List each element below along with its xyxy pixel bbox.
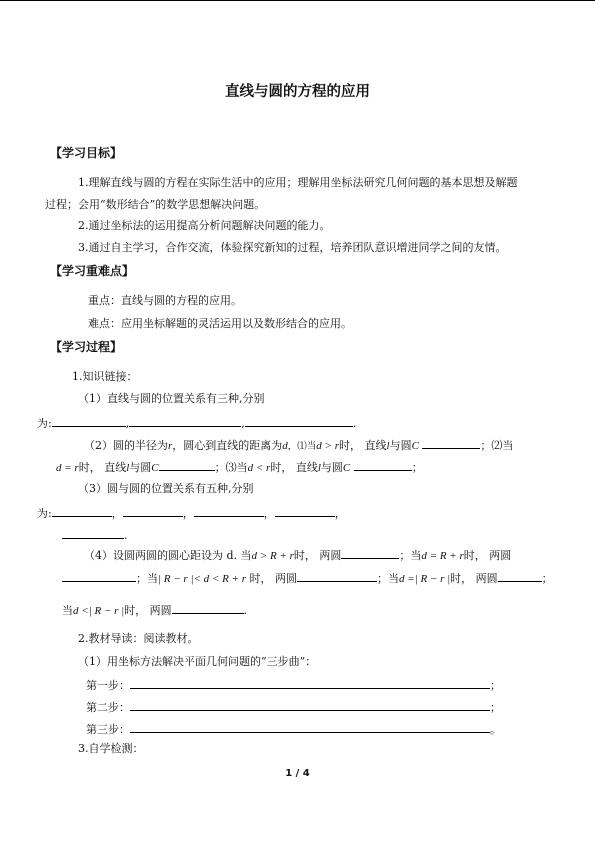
- goal-1-line-1: 1.理解直线与圆的方程在实际生活中的应用；理解用坐标法研究几何问题的基本思想及解题: [78, 176, 518, 189]
- header-rule: [0, 0, 595, 1]
- answer-blank[interactable]: [62, 527, 124, 539]
- answer-blank[interactable]: [130, 699, 490, 711]
- answer-blank[interactable]: [245, 415, 353, 427]
- page-title: 直线与圆的方程的应用: [225, 84, 370, 100]
- question-5: （1）用坐标方法解决平面几何问题的“三步曲”：: [78, 655, 317, 668]
- answer-blank[interactable]: [52, 505, 112, 517]
- step-2: 第二步： ；: [86, 701, 501, 714]
- key-point: 重点：直线与圆的方程的应用。: [88, 294, 242, 307]
- difficult-point: 难点：应用坐标解题的灵活运用以及数形结合的应用。: [88, 317, 352, 330]
- section-heading-keypoints: 【学习重难点】: [50, 264, 135, 278]
- step-3: 第三步： 。: [86, 723, 501, 736]
- question-3: （3）圆与圆的位置关系有五种,分别: [78, 482, 254, 495]
- prefix-text: 为:: [37, 417, 52, 430]
- answer-blank[interactable]: [159, 459, 215, 471]
- question-1: （1）直线与圆的位置关系有三种,分别: [78, 392, 265, 405]
- answer-blank[interactable]: [498, 570, 542, 582]
- question-3-last-blank: .: [62, 527, 128, 543]
- answer-blank[interactable]: [172, 602, 244, 614]
- goal-1-line-2: 过程；会用“数形结合”的数学思想解决问题。: [45, 198, 266, 211]
- answer-blank[interactable]: [52, 415, 126, 427]
- answer-blank[interactable]: [129, 415, 241, 427]
- answer-blank[interactable]: [354, 459, 412, 471]
- answer-blank[interactable]: [130, 677, 490, 689]
- section-heading-goals: 【学习目标】: [50, 146, 123, 160]
- self-check: 3.自学检测：: [78, 742, 144, 755]
- question-4-line-1: （4）设圆两圆的圆心距设为 d. 当d > R + r时， 两圆 ；当d = R + r时， 两圆: [84, 549, 512, 562]
- question-1-blanks: 为: , , .: [37, 417, 357, 430]
- question-4-line-2: ；当| R − r |< d < R + r 时， 两圆 ；当d =| R − r |时， 两圆 ；: [62, 570, 553, 586]
- answer-blank[interactable]: [62, 570, 136, 582]
- answer-blank[interactable]: [123, 505, 183, 517]
- section-heading-process: 【学习过程】: [50, 340, 123, 354]
- step-1: 第一步： ；: [86, 679, 501, 692]
- knowledge-link: 1.知识链接：: [72, 370, 138, 383]
- page-number: 1 / 4: [285, 768, 310, 779]
- answer-blank[interactable]: [275, 505, 335, 517]
- question-4-line-3: 当d <| R − r |时， 两圆 .: [62, 604, 248, 617]
- question-2-line-1: （2）圆的半径为r，圆心到直线的距离为d，⑴当d > r时， 直线l与圆C ；⑵当: [84, 439, 514, 452]
- answer-blank[interactable]: [297, 570, 377, 582]
- question-3-blanks: 为: ， ， ， ，: [37, 507, 346, 520]
- answer-blank[interactable]: [341, 547, 399, 559]
- textbook-guide: 2.教材导读：阅读教材。: [78, 632, 199, 645]
- question-2-line-2: d = r时， 直线l与圆C ；⑶当d < r时， 直线l与圆C ；: [56, 461, 423, 474]
- answer-blank[interactable]: [194, 505, 264, 517]
- goal-2: 2.通过坐标法的运用提高分析问题解决问题的能力。: [78, 219, 331, 232]
- answer-blank[interactable]: [422, 437, 480, 449]
- answer-blank[interactable]: [130, 721, 490, 733]
- goal-3: 3.通过自主学习，合作交流，体验探究新知的过程，培养团队意识增进同学之间的友情。: [78, 241, 507, 254]
